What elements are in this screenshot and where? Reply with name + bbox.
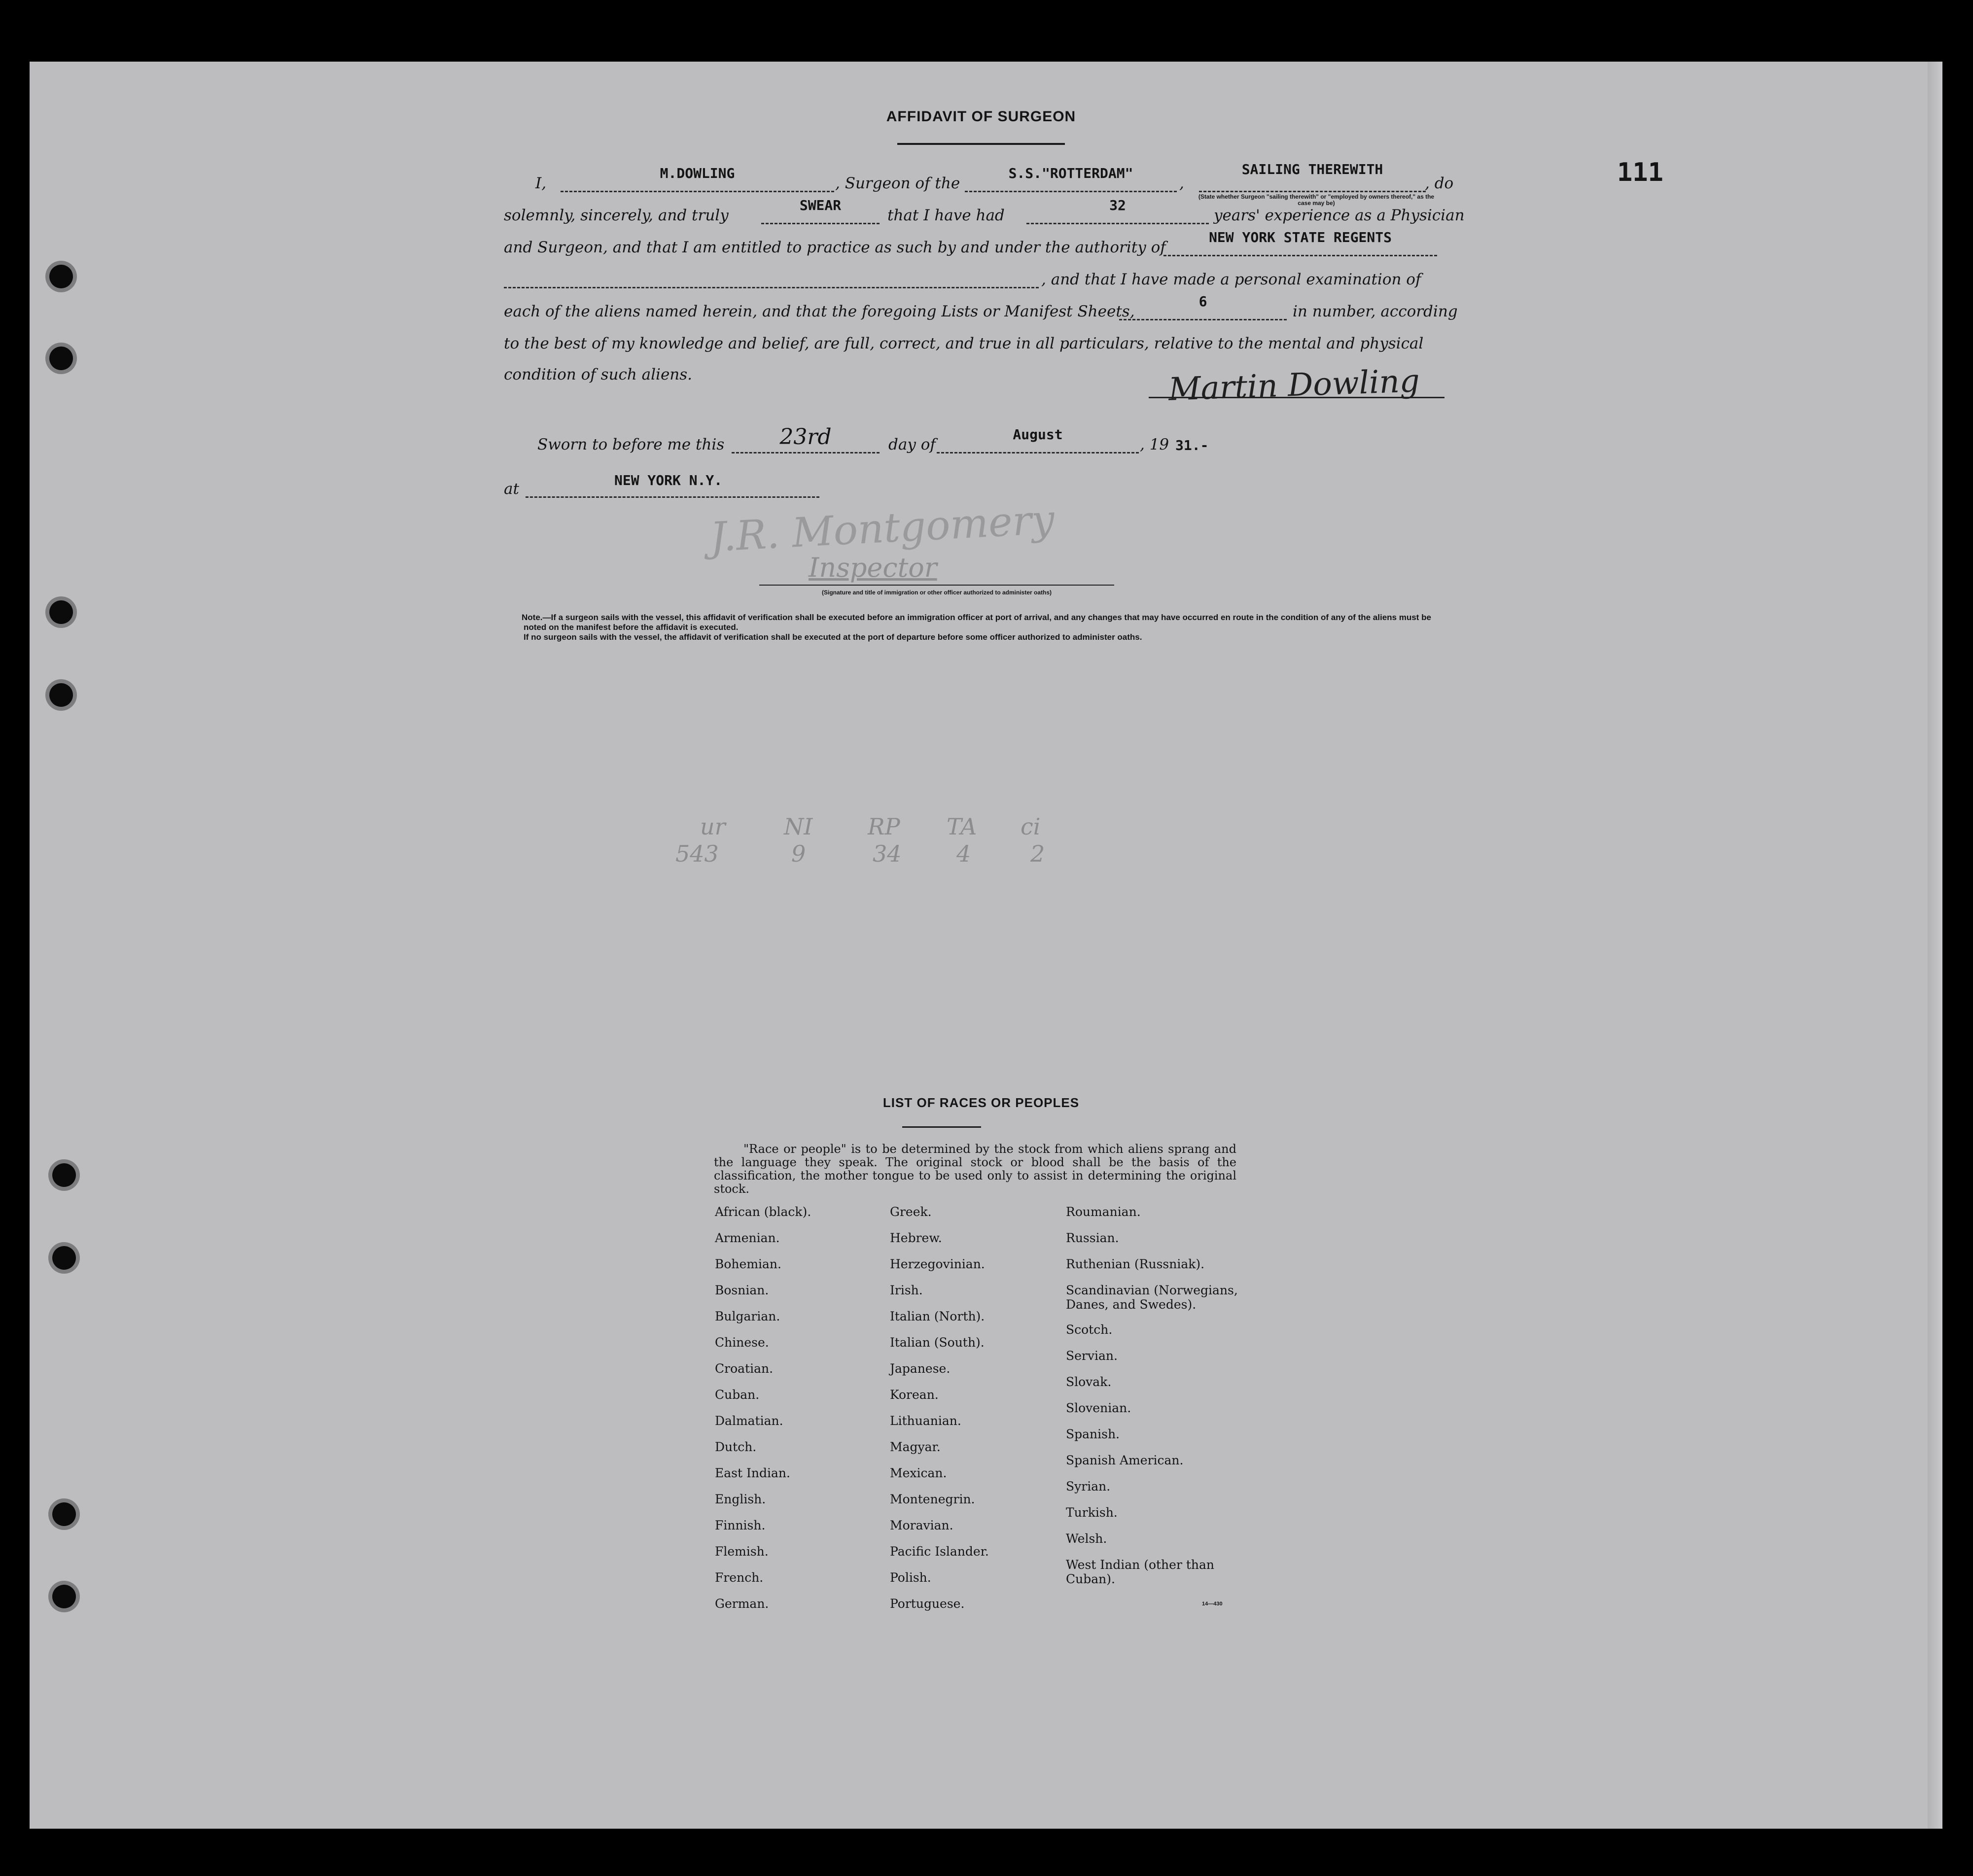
binder-hole [52,1502,76,1526]
note-no-surgeon: If no surgeon sails with the vessel, the affidavit of verification shall be executed at the port of departure before some officer authorized to administer oaths. [524,632,1142,642]
surgeon-name-field: M.DOWLING [561,165,834,192]
affidavit-line-1 [504,161,1454,192]
condition-text: condition of such aliens. [504,366,693,383]
binder-hole [49,600,73,624]
page-edge [1928,62,1942,1829]
race-item: Korean. [890,1388,939,1402]
race-item: Dutch. [715,1440,757,1454]
examination-text: , and that I have made a personal examination of [1041,271,1421,288]
race-item: West Indian (other than Cuban). [1066,1558,1215,1586]
sworn-line [504,424,1441,453]
surgeon-of-label: , Surgeon of the [835,174,960,192]
race-item: Magyar. [890,1440,941,1454]
race-item: Slovenian. [1066,1401,1131,1415]
race-item: Herzegovinian. [890,1257,985,1271]
race-item: Portuguese. [890,1597,965,1611]
race-item: French. [715,1570,764,1585]
vessel-name-field: S.S."ROTTERDAM" [965,165,1177,192]
race-item: Finnish. [715,1518,766,1532]
race-item: Montenegrin. [890,1492,975,1506]
races-title: LIST OF RACES OR PEOPLES [882,1095,1080,1110]
races-column-1 [715,1205,811,1623]
race-item: Syrian. [1066,1479,1111,1494]
sheet-count-field: 6 [1119,293,1287,320]
comma-label: , [1179,174,1184,192]
affidavit-note [524,613,1450,642]
race-item: Bohemian. [715,1257,781,1271]
form-code: 14—430 [1202,1601,1223,1607]
race-item: East Indian. [715,1466,790,1480]
tally-header-4: TA [947,813,977,840]
race-item: African (black). [715,1205,811,1219]
race-item: Armenian. [715,1231,780,1245]
tally-header-2: NI [784,813,813,840]
race-item: Russian. [1066,1231,1119,1245]
race-item: English. [715,1492,766,1506]
race-item: Pacific Islander. [890,1544,989,1559]
note-surgeon-sails: Note.—If a surgeon sails with the vessel, this affidavit of verification shall be executed before an immigration officer at port of arrival, and any changes that may have occurred en route in the condition of any of the aliens must be noted on the manifest before the affidavit is executed. [522,613,1431,632]
binder-hole [52,1585,76,1608]
race-item: Scotch. [1066,1322,1113,1337]
affidavit-line-5 [504,291,1458,320]
authority-field: NEW YORK STATE REGENTS [1163,229,1437,256]
experience-label: that I have had [887,207,1005,224]
tally-value-3: 34 [873,840,902,867]
race-item: Bulgarian. [715,1309,780,1323]
race-item: Moravian. [890,1518,953,1532]
race-item: Mexican. [890,1466,947,1480]
tally-header-1: ur [700,813,726,840]
race-item: Flemish. [715,1544,769,1559]
races-column-2 [890,1205,989,1623]
race-item: Irish. [890,1283,923,1297]
race-item: German. [715,1597,769,1611]
oath-field: SWEAR [761,197,880,224]
race-item: Spanish. [1066,1427,1120,1441]
binder-hole [52,1246,76,1270]
sworn-year: 31.- [1175,437,1209,453]
race-item: Cuban. [715,1388,760,1402]
officer-signature-line [759,585,1114,586]
tally-value-4: 4 [956,840,971,867]
years-label: years' experience as a Physician [1214,207,1465,224]
knowledge-text: to the best of my knowledge and belief, are full, correct, and true in all particulars, relative to the mental and physical [504,335,1424,352]
sailing-status-note: (State whether Surgeon "sailing therewith" or "employed by owners thereof," as the case may be) [1198,193,1435,207]
race-item: Hebrew. [890,1231,942,1245]
pronoun-label: I, [535,174,547,192]
race-item: Italian (North). [890,1309,985,1323]
sworn-prefix: Sworn to before me this [537,436,725,453]
binder-hole [49,683,73,707]
race-item: Bosnian. [715,1283,769,1297]
affidavit-line-6 [504,323,1441,352]
race-item: Polish. [890,1570,931,1585]
race-item: Servian. [1066,1349,1118,1363]
race-item: Scandinavian (Norwegians, Danes, and Swedes). [1066,1283,1238,1312]
do-label: , do [1425,174,1454,192]
tally-value-5: 2 [1030,840,1045,867]
binder-hole [49,265,73,288]
race-item: Ruthenian (Russniak). [1066,1257,1205,1271]
year-prefix: , 19 [1140,436,1169,453]
tally-value-1: 543 [675,840,719,867]
place-field: NEW YORK N.Y. [526,472,819,498]
in-number-label: in number, according [1293,303,1458,320]
race-item: Lithuanian. [890,1414,961,1428]
tally-value-2: 9 [791,840,806,867]
authority-continuation-field [504,261,1039,288]
race-item: Roumanian. [1066,1205,1141,1219]
officer-signature-caption: (Signature and title of immigration or other officer authorized to administer oaths) [821,589,1052,596]
sailing-status-field: SAILING THEREWITH [1199,161,1426,192]
oath-prefix: solemnly, sincerely, and truly [504,207,729,224]
binder-hole [49,347,73,370]
races-column-3 [1066,1205,1243,1587]
race-item: Turkish. [1066,1505,1118,1520]
officer-signature: J.R. Montgomery [708,496,1056,561]
binder-hole [52,1163,76,1187]
affidavit-line-3 [504,227,1441,256]
officer-title: Inspector [809,552,937,583]
at-label: at [504,480,519,498]
races-title-rule [902,1126,981,1128]
place-line [504,468,1441,498]
sworn-day-field: 23rd [732,424,880,453]
title-rule [897,143,1065,145]
race-item: Italian (South). [890,1335,985,1350]
race-item: Greek. [890,1205,932,1219]
race-item: Chinese. [715,1335,769,1350]
authority-text: and Surgeon, and that I am entitled to practice as such by and under the authority of [504,239,1166,256]
race-item: Slovak. [1066,1375,1112,1389]
surgeon-signature: Martin Dowling [1167,363,1420,408]
race-item: Dalmatian. [715,1414,783,1428]
race-item: Japanese. [890,1361,951,1376]
day-of-label: day of [888,436,936,453]
page-number: 111 [1617,158,1663,187]
tally-header-5: ci [1021,813,1041,840]
affidavit-title: AFFIDAVIT OF SURGEON [886,108,1076,125]
sworn-month-field: August [937,426,1139,453]
affidavit-line-4 [504,259,1441,288]
years-field: 32 [1026,197,1209,224]
tally-header-3: RP [868,813,900,840]
manifest-sheets-text: each of the aliens named herein, and that the foregoing Lists or Manifest Sheets, [504,303,1135,320]
affidavit-line-2 [504,195,1465,224]
race-item: Spanish American. [1066,1453,1184,1467]
race-item: Welsh. [1066,1531,1107,1546]
races-intro: "Race or people" is to be determined by the stock from which aliens sprang and the language they speak. The original stock or blood shall be the basis of the classification, the mother tongue to be used only to assist in determining the original stock. [714,1142,1236,1196]
race-item: Croatian. [715,1361,774,1376]
